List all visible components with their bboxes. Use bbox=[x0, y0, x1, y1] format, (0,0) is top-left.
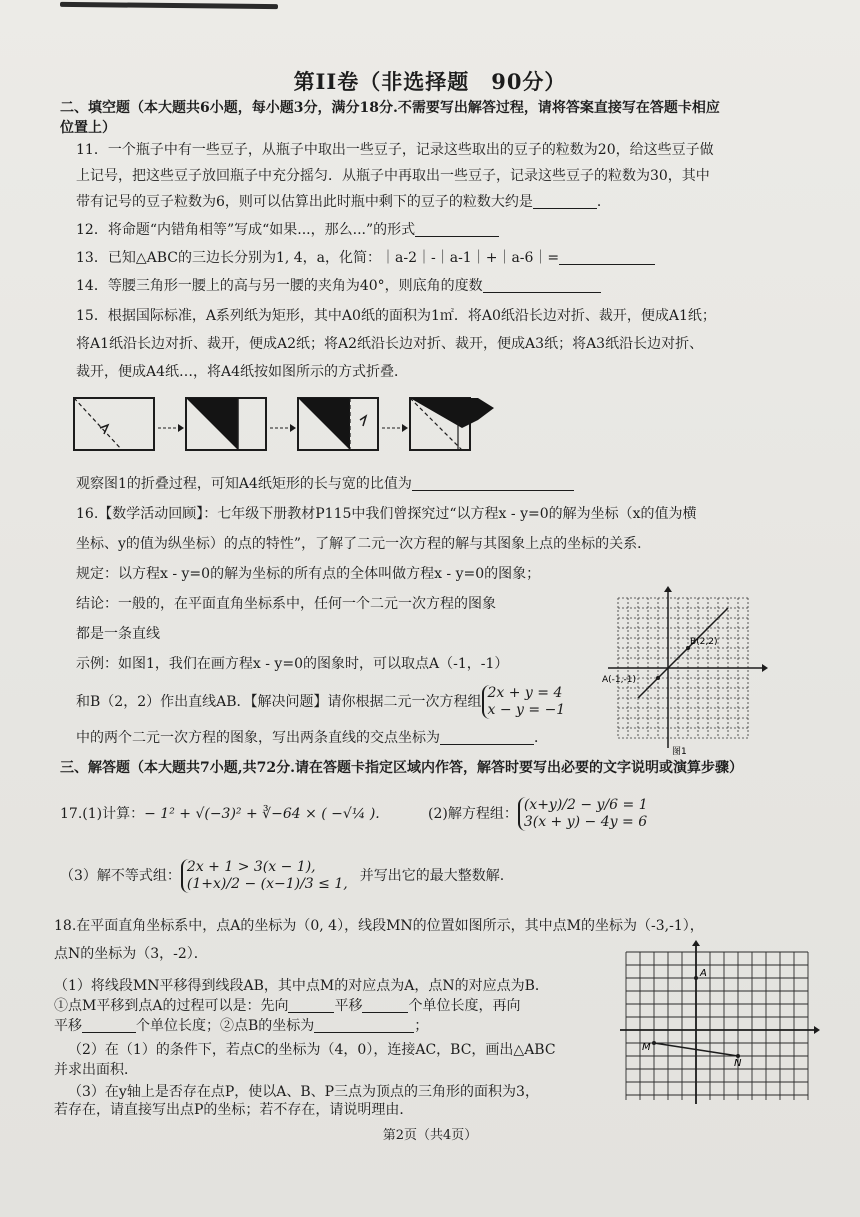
q18-y-axis-arrow bbox=[692, 940, 700, 946]
q18-label-N: N bbox=[734, 1058, 742, 1069]
q16-line8: 中的两个二元一次方程的图象，写出两条直线的交点坐标为 ． bbox=[76, 730, 548, 746]
fold-arrow-icon bbox=[100, 425, 108, 434]
q18-sub1-line1: （1）将线段MN平移得到线段AB，其中点M的对应点为A，点N的对应点为B． bbox=[54, 978, 549, 994]
paper-folding-figure bbox=[70, 392, 500, 456]
q15-line4: 观察图1的折叠过程，可知A4纸矩形的长与宽的比值为 bbox=[76, 474, 574, 494]
q18-sub3-line2: 若存在，请直接写出点P的坐标；若不存在，请说明理由． bbox=[54, 1102, 414, 1118]
q15-line2: 将A1纸沿长边对折、裁开，便成A2纸；将A2纸沿长边对折、裁开，便成A3纸；将A3纸沿长边对折、 bbox=[76, 336, 704, 352]
fold-line-1 bbox=[74, 398, 122, 450]
q18-line1: 18.在平面直角坐标系中，点A的坐标为（0, 4），线段MN的位置如图所示，其中点M的坐标为（-3,-1）， bbox=[54, 918, 704, 934]
q18-direction-blank-1[interactable] bbox=[288, 998, 334, 1013]
q16-point-A bbox=[656, 676, 660, 680]
scan-edge-mark bbox=[60, 2, 278, 9]
q18-sub1-line3: 平移 个单位长度；②点B的坐标为 ； bbox=[54, 1018, 429, 1034]
q16-line2: 坐标、y的值为纵坐标）的点的特性”，了解了二元一次方程的解与其图象上点的坐标的关系． bbox=[76, 536, 652, 552]
section2-header-cont: 位置上） bbox=[60, 120, 116, 136]
q16-line-AB bbox=[638, 608, 728, 698]
q16-line7: 和B（2，2）作出直线AB．【解决问题】请你根据二元一次方程组2x + y = 4 x − y = −1 bbox=[76, 685, 566, 718]
q16-y-axis-arrow bbox=[664, 586, 672, 592]
q18-grid bbox=[626, 952, 808, 1100]
q16-figure-caption: 图1 bbox=[672, 747, 687, 756]
q13-line: 13．已知△ABC的三边长分别为1, 4，a，化简：｜a-2｜-｜a-1｜+｜a-6｜= bbox=[76, 248, 655, 268]
q12-answer-blank[interactable] bbox=[415, 222, 499, 237]
q12-line: 12．将命题“内错角相等”写成“如果...，那么...”的形式 bbox=[76, 220, 499, 240]
q15-line3: 裁开，便成A4纸…，将A4纸按如图所示的方式折叠． bbox=[76, 364, 409, 380]
section2-header: 二、填空题（本大题共6小题，每小题3分，满分18分.不需要写出解答过程，请将答案直接写在答题卡相应 bbox=[60, 100, 720, 116]
q18-sub2-line2: 并求出面积． bbox=[54, 1062, 138, 1078]
q16-line5: 都是一条直线 bbox=[76, 626, 160, 642]
step-arrow-head-3 bbox=[402, 424, 408, 432]
q16-x-axis-arrow bbox=[762, 664, 768, 672]
q16-label-B: B(2,2) bbox=[690, 637, 718, 647]
q13-answer-blank[interactable] bbox=[559, 250, 655, 265]
q15-line1: 15．根据国际标准，A系列纸为矩形，其中A0纸的面积为1㎡．将A0纸沿长边对折、裁开，便成A1纸； bbox=[76, 308, 716, 324]
q18-point-B-blank[interactable] bbox=[314, 1018, 414, 1033]
q18-sub3-line1: （3）在y轴上是否存在点P，使以A、B、P三点为顶点的三角形的面积为3， bbox=[68, 1084, 539, 1100]
q16-line3: 规定：以方程x - y=0的解为坐标的所有点的全体叫做方程x - y=0的图象； bbox=[76, 566, 541, 582]
q16-equation-system: 2x + y = 4 x − y = −1 bbox=[482, 685, 566, 719]
q18-label-A: A bbox=[700, 968, 707, 979]
q17-inequality-system: 2x + 1 > 3(x − 1), (1+x)/2 − (x−1)/3 ≤ 1, bbox=[181, 859, 348, 893]
q14-line: 14．等腰三角形一腰上的高与另一腰的夹角为40°，则底角的度数 bbox=[76, 276, 601, 296]
q15-answer-blank[interactable] bbox=[412, 476, 574, 491]
section3-header: 三、解答题（本大题共7小题,共72分.请在答题卡指定区域内作答，解答时要写出必要的文字说明或演算步骤） bbox=[60, 760, 743, 776]
q11-line2: 上记号，把这些豆子放回瓶子中充分摇匀．从瓶子中再取出一些豆子，记录这些豆子的粒数为30，其中 bbox=[76, 168, 710, 184]
q18-direction-blank-2[interactable] bbox=[82, 1018, 136, 1033]
q18-label-M: M bbox=[642, 1042, 651, 1053]
q11-line1: 11．一个瓶子中有一些豆子，从瓶子中取出一些豆子，记录这些取出的豆子的粒数为20，给这些豆子做 bbox=[76, 142, 714, 158]
q18-x-axis-arrow bbox=[814, 1026, 820, 1034]
fold-arrow-icon-2 bbox=[360, 416, 366, 426]
folded-shape-4 bbox=[410, 398, 494, 428]
q18-sub2-line1: （2）在（1）的条件下，若点C的坐标为（4，0），连接AC，BC，画出△ABC bbox=[68, 1042, 556, 1058]
q17-equation-system: (x+y)/2 − y/6 = 1 3(x + y) − 4y = 6 bbox=[518, 797, 648, 831]
q16-answer-blank[interactable] bbox=[440, 730, 534, 745]
folded-triangle-2 bbox=[186, 398, 238, 450]
q18-coordinate-grid bbox=[614, 938, 824, 1106]
step-arrow-head-2 bbox=[290, 424, 296, 432]
q18-point-M bbox=[652, 1041, 656, 1045]
step-arrow-head-1 bbox=[178, 424, 184, 432]
q17-part3: （3）解不等式组：2x + 1 > 3(x − 1), (1+x)/2 − (x−1)/3 ≤ 1, 并写出它的最大整数解. bbox=[60, 859, 505, 892]
folded-triangle-3 bbox=[298, 398, 350, 450]
q17-part2: (2)解方程组：(x+y)/2 − y/6 = 1 3(x + y) − 4y = 6 bbox=[428, 797, 648, 830]
page-title: 第II卷（非选择题 90分） bbox=[293, 69, 567, 94]
q16-line1: 16.【数学活动回顾】：七年级下册教材P115中我们曾探究过“以方程x - y=0的解为坐标（x的值为横 bbox=[76, 506, 697, 522]
page-footer: 第2页（共4页） bbox=[382, 1128, 478, 1143]
q16-line6: 示例：如图1，我们在画方程x - y=0的图象时，可以取点A（-1，-1） bbox=[76, 656, 509, 672]
q18-sub1-line2: ①点M平移到点A的过程可以是：先向 平移 个单位长度，再向 bbox=[54, 998, 521, 1014]
q18-point-A bbox=[694, 976, 698, 980]
q11-line3: 带有记号的豆子粒数为6，则可以估算出此时瓶中剩下的豆子的粒数大约是 ． bbox=[76, 194, 611, 210]
q14-answer-blank[interactable] bbox=[483, 278, 601, 293]
q17-part1: 17.(1)计算：− 1² + √(−3)² + ∛−64 × ( −√¼ ). bbox=[60, 806, 380, 822]
q18-units-blank-1[interactable] bbox=[362, 998, 408, 1013]
q18-line2: 点N的坐标为（3，-2）． bbox=[54, 946, 208, 962]
q16-coordinate-figure bbox=[600, 584, 772, 756]
q16-label-A: A(-1,-1) bbox=[602, 675, 636, 685]
q11-answer-blank[interactable] bbox=[533, 194, 597, 209]
q16-line4: 结论：一般的，在平面直角坐标系中，任何一个二元一次方程的图象 bbox=[76, 596, 496, 612]
